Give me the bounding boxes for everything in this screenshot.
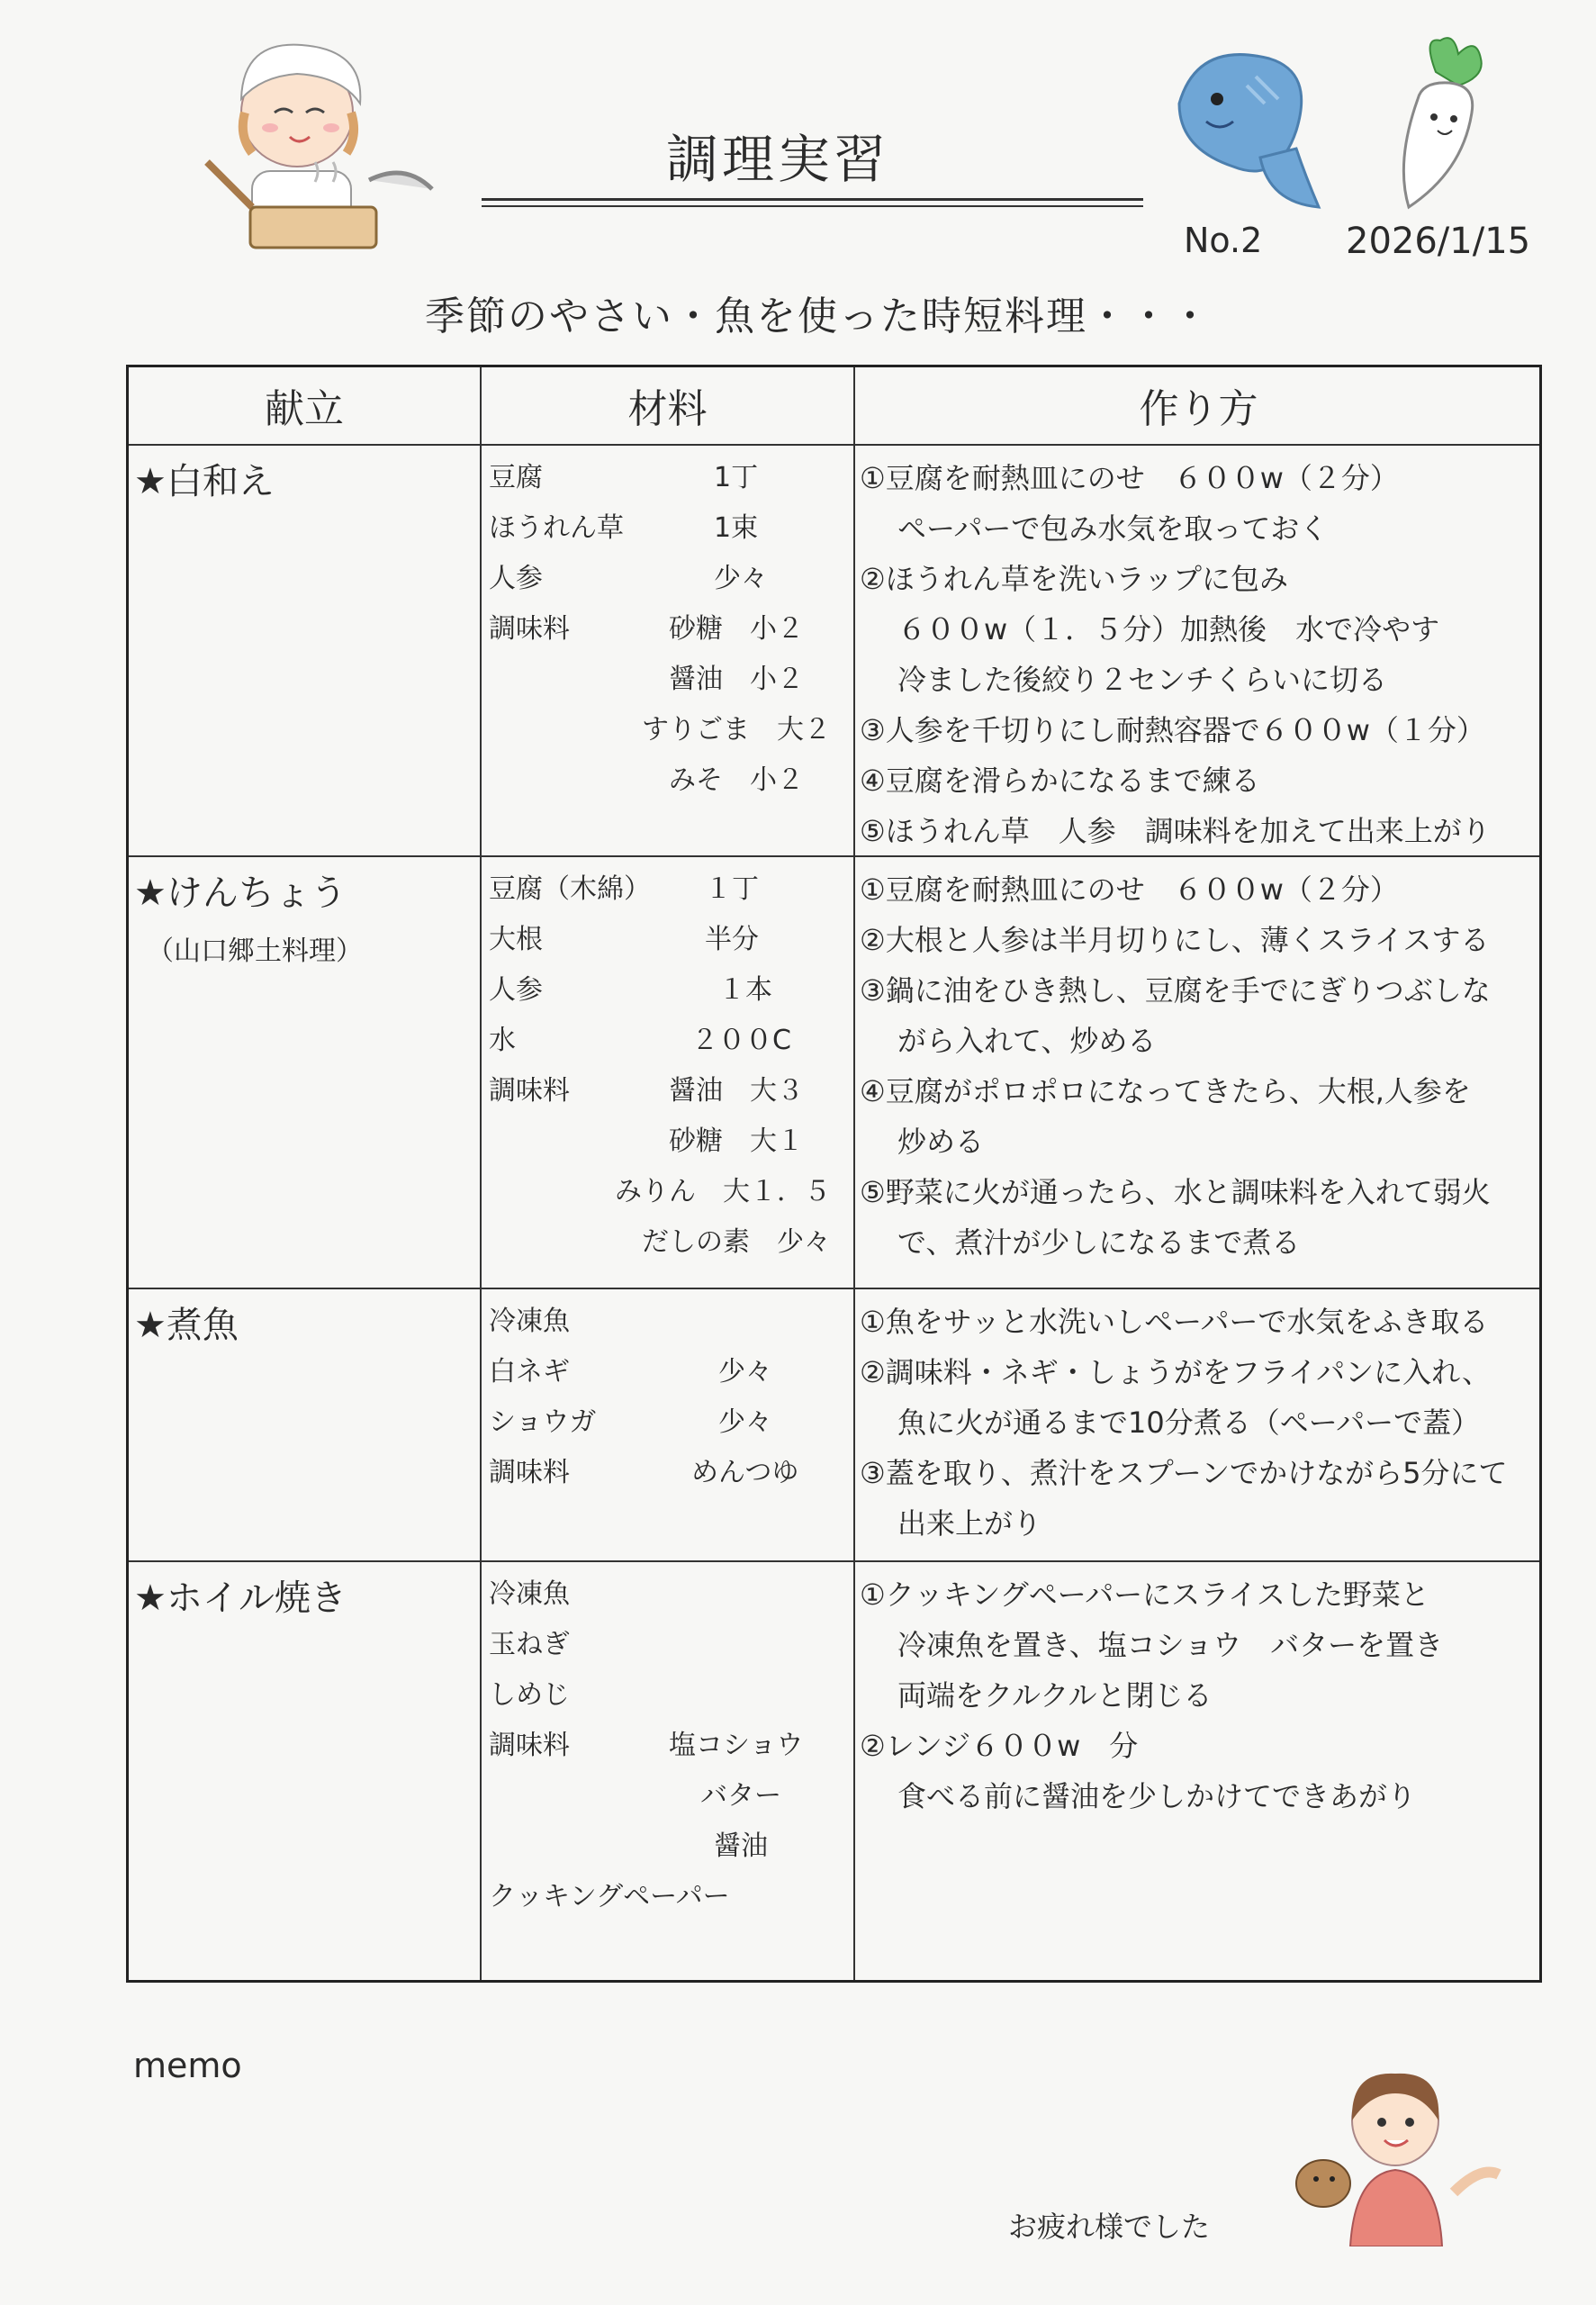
method-step: ⑤ほうれん草 人参 調味料を加えて出来上がり — [860, 814, 1491, 848]
ingredients-cell — [489, 1297, 849, 1498]
method-step: で、煮汁が少しになるまで煮る — [897, 1225, 1301, 1260]
method-cell — [860, 1297, 1539, 1549]
ingredient-quantity: だしの素 少々 — [642, 1226, 831, 1258]
ingredient-line — [489, 604, 849, 655]
ingredients-cell — [489, 453, 849, 806]
subtitle: 季節のやさい・魚を使った時短料理・・・ — [425, 294, 1212, 339]
ingredient-line — [489, 503, 849, 554]
column-header-menu: 献立 — [265, 386, 344, 432]
ingredient-name: 冷凍魚 — [489, 1578, 570, 1610]
ingredient-quantity: 醤油 — [714, 1830, 768, 1862]
ingredient-quantity: 半分 — [705, 924, 759, 955]
date: 2026/1/15 — [1346, 221, 1531, 262]
ingredients-cell — [489, 1569, 849, 1922]
ingredient-name: 大根 — [489, 924, 543, 955]
ingredient-quantity: 1丁 — [714, 462, 759, 493]
header-divider — [129, 444, 1539, 446]
ingredient-quantity: 少々 — [718, 1406, 772, 1438]
ingredient-line — [489, 864, 849, 915]
ingredient-line — [489, 1167, 849, 1217]
column-header-method: 作り方 — [1139, 386, 1258, 432]
column-divider — [853, 367, 855, 1980]
method-step: ②ほうれん草を洗いラップに包み — [860, 562, 1289, 596]
ingredient-quantity: 砂糖 小２ — [669, 613, 804, 645]
ingredient-line — [489, 1872, 849, 1922]
ingredient-quantity: めんつゆ — [691, 1457, 799, 1488]
dish-name: ★白和え — [134, 461, 275, 502]
ingredient-line — [489, 1620, 849, 1670]
column-header-ingredients: 材料 — [627, 386, 708, 432]
method-step: 炒める — [897, 1125, 985, 1159]
ingredient-line — [489, 1116, 849, 1167]
method-step: 冷ました後絞り２センチくらいに切る — [897, 663, 1388, 697]
dish-name: ★けんちょう — [134, 872, 347, 914]
column-divider — [480, 367, 482, 1980]
ingredient-name: 水 — [489, 1025, 516, 1056]
dish-cell — [134, 864, 363, 968]
dish-cell — [134, 453, 275, 504]
dish-cell — [134, 1569, 347, 1621]
sheet-number: No.2 — [1184, 221, 1263, 260]
method-step: ①クッキングペーパーにスライスした野菜と — [860, 1577, 1429, 1612]
host-with-puppet-illustration — [1287, 2066, 1512, 2246]
title-underline — [482, 198, 1143, 201]
method-step: ⑤野菜に火が通ったら、水と調味料を入れて弱火 — [860, 1175, 1491, 1209]
ingredient-line — [489, 1297, 849, 1347]
ingredient-name: 調味料 — [489, 613, 570, 645]
method-step: ②調味料・ネギ・しょうがをフライパンに入れ、 — [860, 1355, 1492, 1389]
method-step: 食べる前に醤油を少しかけてできあがり — [897, 1779, 1417, 1813]
ingredient-name: 調味料 — [489, 1075, 570, 1107]
method-step: ①豆腐を耐熱皿にのせ ６００w（２分） — [860, 872, 1399, 907]
ingredient-line — [489, 1347, 849, 1397]
method-step: ②レンジ６００w 分 — [860, 1729, 1139, 1763]
ingredient-name: 玉ねぎ — [489, 1629, 570, 1660]
ingredient-quantity: すりごま 大２ — [642, 714, 831, 746]
chef-cooking-illustration — [180, 27, 450, 252]
ingredient-quantity: 1束 — [714, 512, 759, 544]
ingredient-quantity: 塩コショウ — [669, 1730, 804, 1761]
ingredient-line — [489, 1397, 849, 1448]
method-step: ①豆腐を耐熱皿にのせ ６００w（２分） — [860, 461, 1399, 495]
dish-cell — [134, 1297, 239, 1348]
ingredient-line — [489, 1448, 849, 1498]
ingredient-line — [489, 1721, 849, 1771]
dish-note: （山口郷土料理） — [147, 936, 363, 967]
ingredient-quantity: １本 — [718, 974, 772, 1006]
ingredient-name: しめじ — [489, 1679, 570, 1711]
ingredients-cell — [489, 864, 849, 1268]
fish-illustration — [1161, 32, 1332, 212]
method-step: 魚に火が通るまで10分煮る（ペーパーで蓋） — [897, 1406, 1481, 1440]
radish-illustration — [1382, 36, 1508, 216]
page-title: 調理実習 — [666, 129, 890, 190]
method-cell — [860, 453, 1539, 856]
method-step: ③人参を千切りにし耐熱容器で６００w（１分） — [860, 713, 1485, 747]
ingredient-quantity: 醤油 小２ — [669, 664, 804, 695]
method-step: ①魚をサッと水洗いしペーパーで水気をふき取る — [860, 1305, 1489, 1339]
method-cell — [860, 1569, 1539, 1821]
ingredient-name: 調味料 — [489, 1457, 570, 1488]
closing-message: お疲れ様でした — [1008, 2210, 1211, 2244]
ingredient-line — [489, 1771, 849, 1821]
ingredient-line — [489, 1066, 849, 1116]
ingredient-name: 調味料 — [489, 1730, 570, 1761]
method-step: ③蓋を取り、煮汁をスプーンでかけながら5分にて — [860, 1456, 1508, 1490]
dish-name: ★煮魚 — [134, 1305, 239, 1346]
ingredient-name: 人参 — [489, 563, 543, 594]
method-step: ③鍋に油をひき熱し、豆腐を手でにぎりつぶしな — [860, 973, 1491, 1008]
recipe-table — [126, 365, 1542, 1983]
method-step: ④豆腐がポロポロになってきたら、大根,人参を — [860, 1074, 1471, 1108]
ingredient-line — [489, 554, 849, 604]
ingredient-line — [489, 1569, 849, 1620]
ingredient-name: 冷凍魚 — [489, 1306, 570, 1337]
ingredient-quantity: バター — [700, 1780, 781, 1812]
row-divider — [129, 1288, 1539, 1289]
method-cell — [860, 864, 1539, 1268]
ingredient-quantity: 少々 — [718, 1356, 772, 1388]
ingredient-name: 人参 — [489, 974, 543, 1006]
dish-name: ★ホイル焼き — [134, 1577, 347, 1619]
ingredient-quantity: みそ 小２ — [669, 764, 804, 796]
ingredient-line — [489, 1217, 849, 1268]
ingredient-name: ほうれん草 — [489, 512, 624, 544]
ingredient-quantity: みりん 大１．５ — [615, 1176, 831, 1207]
method-step: ペーパーで包み水気を取っておく — [897, 511, 1329, 546]
ingredient-line — [489, 453, 849, 503]
ingredient-name: ショウガ — [489, 1406, 597, 1438]
method-step: がら入れて、炒める — [897, 1024, 1157, 1058]
ingredient-line — [489, 705, 849, 755]
ingredient-line — [489, 655, 849, 705]
ingredient-name: 白ネギ — [489, 1356, 570, 1388]
ingredient-name: 豆腐 — [489, 462, 543, 493]
method-step: 両端をクルクルと閉じる — [897, 1678, 1213, 1713]
method-step: ②大根と人参は半月切りにし、薄くスライスする — [860, 923, 1490, 957]
ingredient-quantity: 砂糖 大１ — [669, 1125, 804, 1157]
ingredient-quantity: 少々 — [714, 563, 768, 594]
memo-label: memo — [133, 2046, 242, 2085]
row-divider — [129, 1560, 1539, 1562]
title-underline-second — [482, 205, 1143, 207]
ingredient-line — [489, 1821, 849, 1872]
ingredient-quantity: １丁 — [705, 873, 759, 905]
method-step: ６００w（１．５分）加熱後 水で冷やす — [897, 612, 1440, 646]
method-step: ④豆腐を滑らかになるまで練る — [860, 764, 1260, 798]
ingredient-line — [489, 965, 849, 1016]
ingredient-quantity: ２００C — [691, 1025, 791, 1056]
method-step: 冷凍魚を置き、塩コショウ バターを置き — [897, 1628, 1444, 1662]
ingredient-name: 豆腐（木綿） — [489, 873, 651, 905]
ingredient-line — [489, 915, 849, 965]
ingredient-name: クッキングペーパー — [489, 1881, 730, 1912]
ingredient-quantity: 醤油 大３ — [669, 1075, 804, 1107]
method-step: 出来上がり — [897, 1506, 1042, 1541]
ingredient-line — [489, 1670, 849, 1721]
ingredient-line — [489, 755, 849, 806]
ingredient-line — [489, 1016, 849, 1066]
